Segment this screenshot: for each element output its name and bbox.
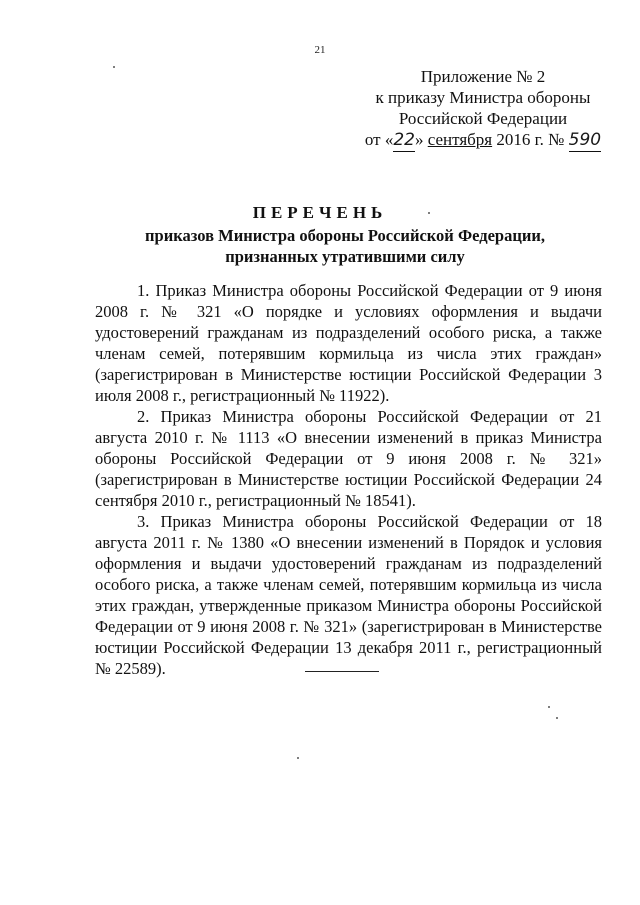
scan-speck	[113, 66, 115, 68]
document-title: ПЕРЕЧЕНЬ	[252, 203, 388, 222]
appendix-date-line	[352, 129, 614, 152]
date-day-handwritten: 22	[393, 130, 415, 150]
scan-speck	[548, 706, 550, 708]
appendix-line-2: к приказу Министра обороны	[375, 88, 591, 107]
list-item: 3. Приказ Министра обороны Российской Федерации от 18 августа 2011 г. № 1380 «О внесении изменений в Порядок и условия оформления и выдачи удостоверений гражданам из подразделений особого риска, а также членам семей, потерявшим кормильца из числа этих граждан, утвержденные приказом Министра обороны Российской Федерации от 9 июня 2008 г. № 321» (зарегистрирован в Министерстве юстиции Российской Федерации 13 декабря 2011 г., регистрационный № 22589).	[95, 512, 602, 678]
date-mid: »	[414, 130, 428, 149]
scan-speck	[428, 212, 430, 214]
appendix-line-3: Российской Федерации	[398, 109, 568, 128]
appendix-line-1: Приложение № 2	[420, 67, 546, 86]
subtitle-line-2: признанных утратившими силу	[225, 247, 465, 266]
list-item: 1. Приказ Министра обороны Российской Федерации от 9 июня 2008 г. № 321 «О порядке и условиях оформления и выдачи удостоверений гражданам из подразделений особого риска, а также членам семей, потерявшим кормильца из числа этих граждан» (зарегистрирован в Министерстве юстиции Российской Федерации 3 июля 2008 г., регистрационный № 11922).	[95, 281, 602, 405]
scan-speck	[556, 717, 558, 719]
list-item: 2. Приказ Министра обороны Российской Федерации от 21 августа 2010 г. № 1113 «О внесении изменений в приказ Министра обороны Российской Федерации от 9 июня 2008 г. № 321» (зарегистрирован в Министерстве юстиции Российской Федерации 24 сентября 2010 г., регистрационный № 18541).	[95, 407, 602, 510]
order-number-handwritten: 590	[568, 130, 602, 150]
date-year: 2016 г. №	[492, 130, 569, 149]
date-prefix: от «	[364, 130, 394, 149]
appendix-header	[352, 66, 614, 152]
date-month: сентября	[427, 130, 493, 149]
repealed-orders-list	[95, 280, 602, 679]
document-subtitle	[110, 225, 580, 267]
page-number: 21	[314, 44, 326, 56]
end-separator-line	[305, 671, 379, 672]
scan-speck	[297, 757, 299, 759]
subtitle-line-1: приказов Министра обороны Российской Федерации,	[145, 226, 545, 245]
